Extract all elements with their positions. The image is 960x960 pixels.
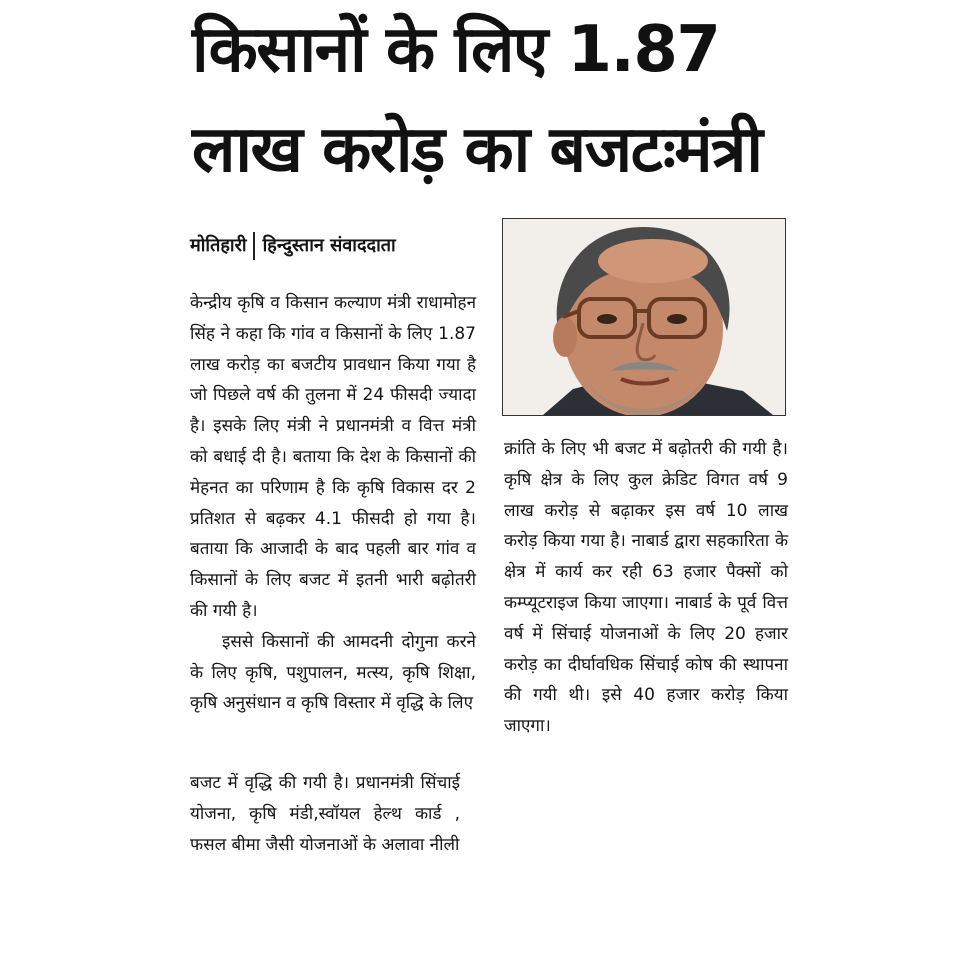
article-paragraph-2-end: क्रांति के लिए भी बजट में बढ़ोतरी की गयी है। कृषि क्षेत्र के लिए कुल क्रेडिट विगत वर्ष 9 लाख करोड़ से बढ़ाकर इस वर्ष 10 लाख करोड़ किया गया है। नाबार्ड द्वारा सहकारिता के क्षेत्र में कार्य कर रही 63 हजार पैक्सों को कम्प्यूटराइज किया जाएगा। नाबार्ड के पूर्व वित्त वर्ष में सिंचाई योजनाओं के लिए 20 हजार करोड़ का दीर्घावधिक सिंचाई कोष की स्थापना की गयी थी। इसे 40 हजार करोड़ किया जाएगा। [504, 439, 788, 737]
article-paragraph-1: केन्द्रीय कृषि व किसान कल्याण मंत्री राधामोहन सिंह ने कहा कि गांव व किसानों के लिए 1.87 लाख करोड़ का बजटीय प्रावधान किया गया है जो पिछले वर्ष की तुलना में 24 फीसदी ज्यादा है। इसके लिए मंत्री ने प्रधानमंत्री व वित्त मंत्री को बधाई दी है। बताया कि देश के किसानों की मेहनत का परिणाम है कि कृषि विकास दर 2 प्रतिशत से बढ़कर 4.1 फीसदी हो गया है। बताया कि आजादी के बाद पहली बार गांव व किसानों के लिए बजट में इतनी भारी बढ़ोतरी की गयी है। [190, 293, 476, 621]
article-column-1-continued [190, 768, 460, 860]
article-column-2 [504, 434, 788, 742]
byline-location: मोतिहारी [190, 235, 247, 256]
minister-photo [502, 218, 786, 416]
headline-line-1: किसानों के लिए 1.87 [192, 13, 720, 87]
byline-reporter: हिन्दुस्तान संवाददाता [262, 235, 396, 256]
byline [190, 232, 396, 258]
article-column-1 [190, 288, 476, 719]
byline-divider [253, 232, 255, 260]
article-paragraph-2-middle: बजट में वृद्धि की गयी है। प्रधानमंत्री सिंचाई योजना, कृषि मंडी,स्वॉयल हेल्थ कार्ड , फसल बीमा जैसी योजनाओं के अलावा नीली [190, 773, 460, 855]
article-paragraph-2-start: इससे किसानों की आमदनी दोगुना करने के लिए कृषि, पशुपालन, मत्स्य, कृषि शिक्षा, कृषि अनुसंधान व कृषि विस्तार में वृद्धि के लिए [190, 631, 476, 714]
minister-portrait-illustration [503, 219, 785, 415]
headline-line-2: लाख करोड़ का बजटःमंत्री [192, 113, 762, 187]
